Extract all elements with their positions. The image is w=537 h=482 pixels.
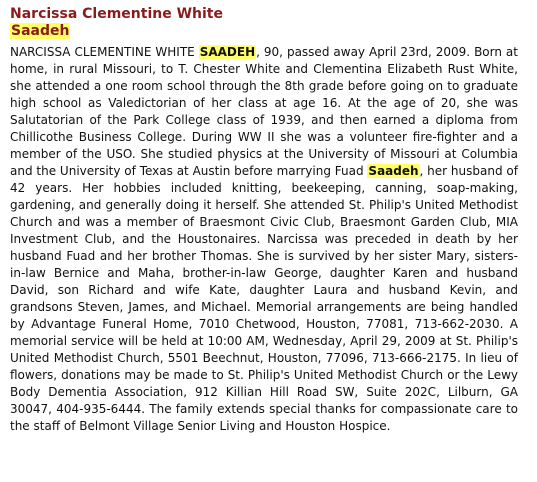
obituary-container (10, 6, 518, 435)
search-highlight-surname-1: SAADEH (199, 45, 256, 59)
obituary-surname-heading (10, 23, 518, 40)
obituary-full-name: Narcissa Clementine White (10, 6, 223, 22)
surname-highlight: Saadeh (11, 23, 70, 39)
obituary-text-part-1: NARCISSA CLEMENTINE WHITE (10, 45, 199, 59)
obituary-text-part-3: , her husband of 42 years. Her hobbies included knitting, beekeeping, canning, soap-making, gardening, and generally doing it herself. She attended St. Philip's United Methodist Church and was a member of Braesmont Civic Club, Braesmont Garden Club, MIA Investment Club, and the Houstonaires. Narcissa was preceded in death by her husband Fuad and her brother Thomas. She is survived by her sister Mary, sisters-in-law Bernice and Maha, brother-in-law George, daughter Karen and husband David, son Richard and wife Kate, daughter Laura and husband Kevin, and grandsons Steven, James, and Michael. Memorial arrangements are being handled by Advantage Funeral Home, 7010 Chetwood, Houston, 77081, 713-662-2030. A memorial service will be held at 10:00 AM, Wednesday, April 29, 2009 at St. Philip's United Methodist Church, 5501 Beechnut, Houston, 77096, 713-666-2175. In lieu of flowers, donations may be made to St. Philip's United Methodist Church or the Lewy Body Dementia Association, 912 Killian Hill Road SW, Suite 202C, Lilburn, GA 30047, 404-935-6444. The family extends special thanks for compassionate care to the staff of Belmont Village Senior Living and Houston Hospice. (10, 164, 518, 433)
search-highlight-surname-2: Saadeh (368, 164, 419, 178)
obituary-body (10, 44, 518, 435)
obituary-text-part-2: , 90, passed away April 23rd, 2009. Born at home, in rural Missouri, to T. Chester White and Clementina Elizabeth Rust White, she attended a one room school through the 8th grade before going on to graduate high school as Valedictorian of her class at age 16. At the age of 20, she was Salutatorian of the Park College class of 1939, and then earned a diploma from Chillicothe Business College. During WW II she was a volunteer fire-fighter and a member of the USO. She studied physics at the University of Missouri at Columbia and the University of Texas at Austin before marrying Fuad (10, 45, 518, 178)
